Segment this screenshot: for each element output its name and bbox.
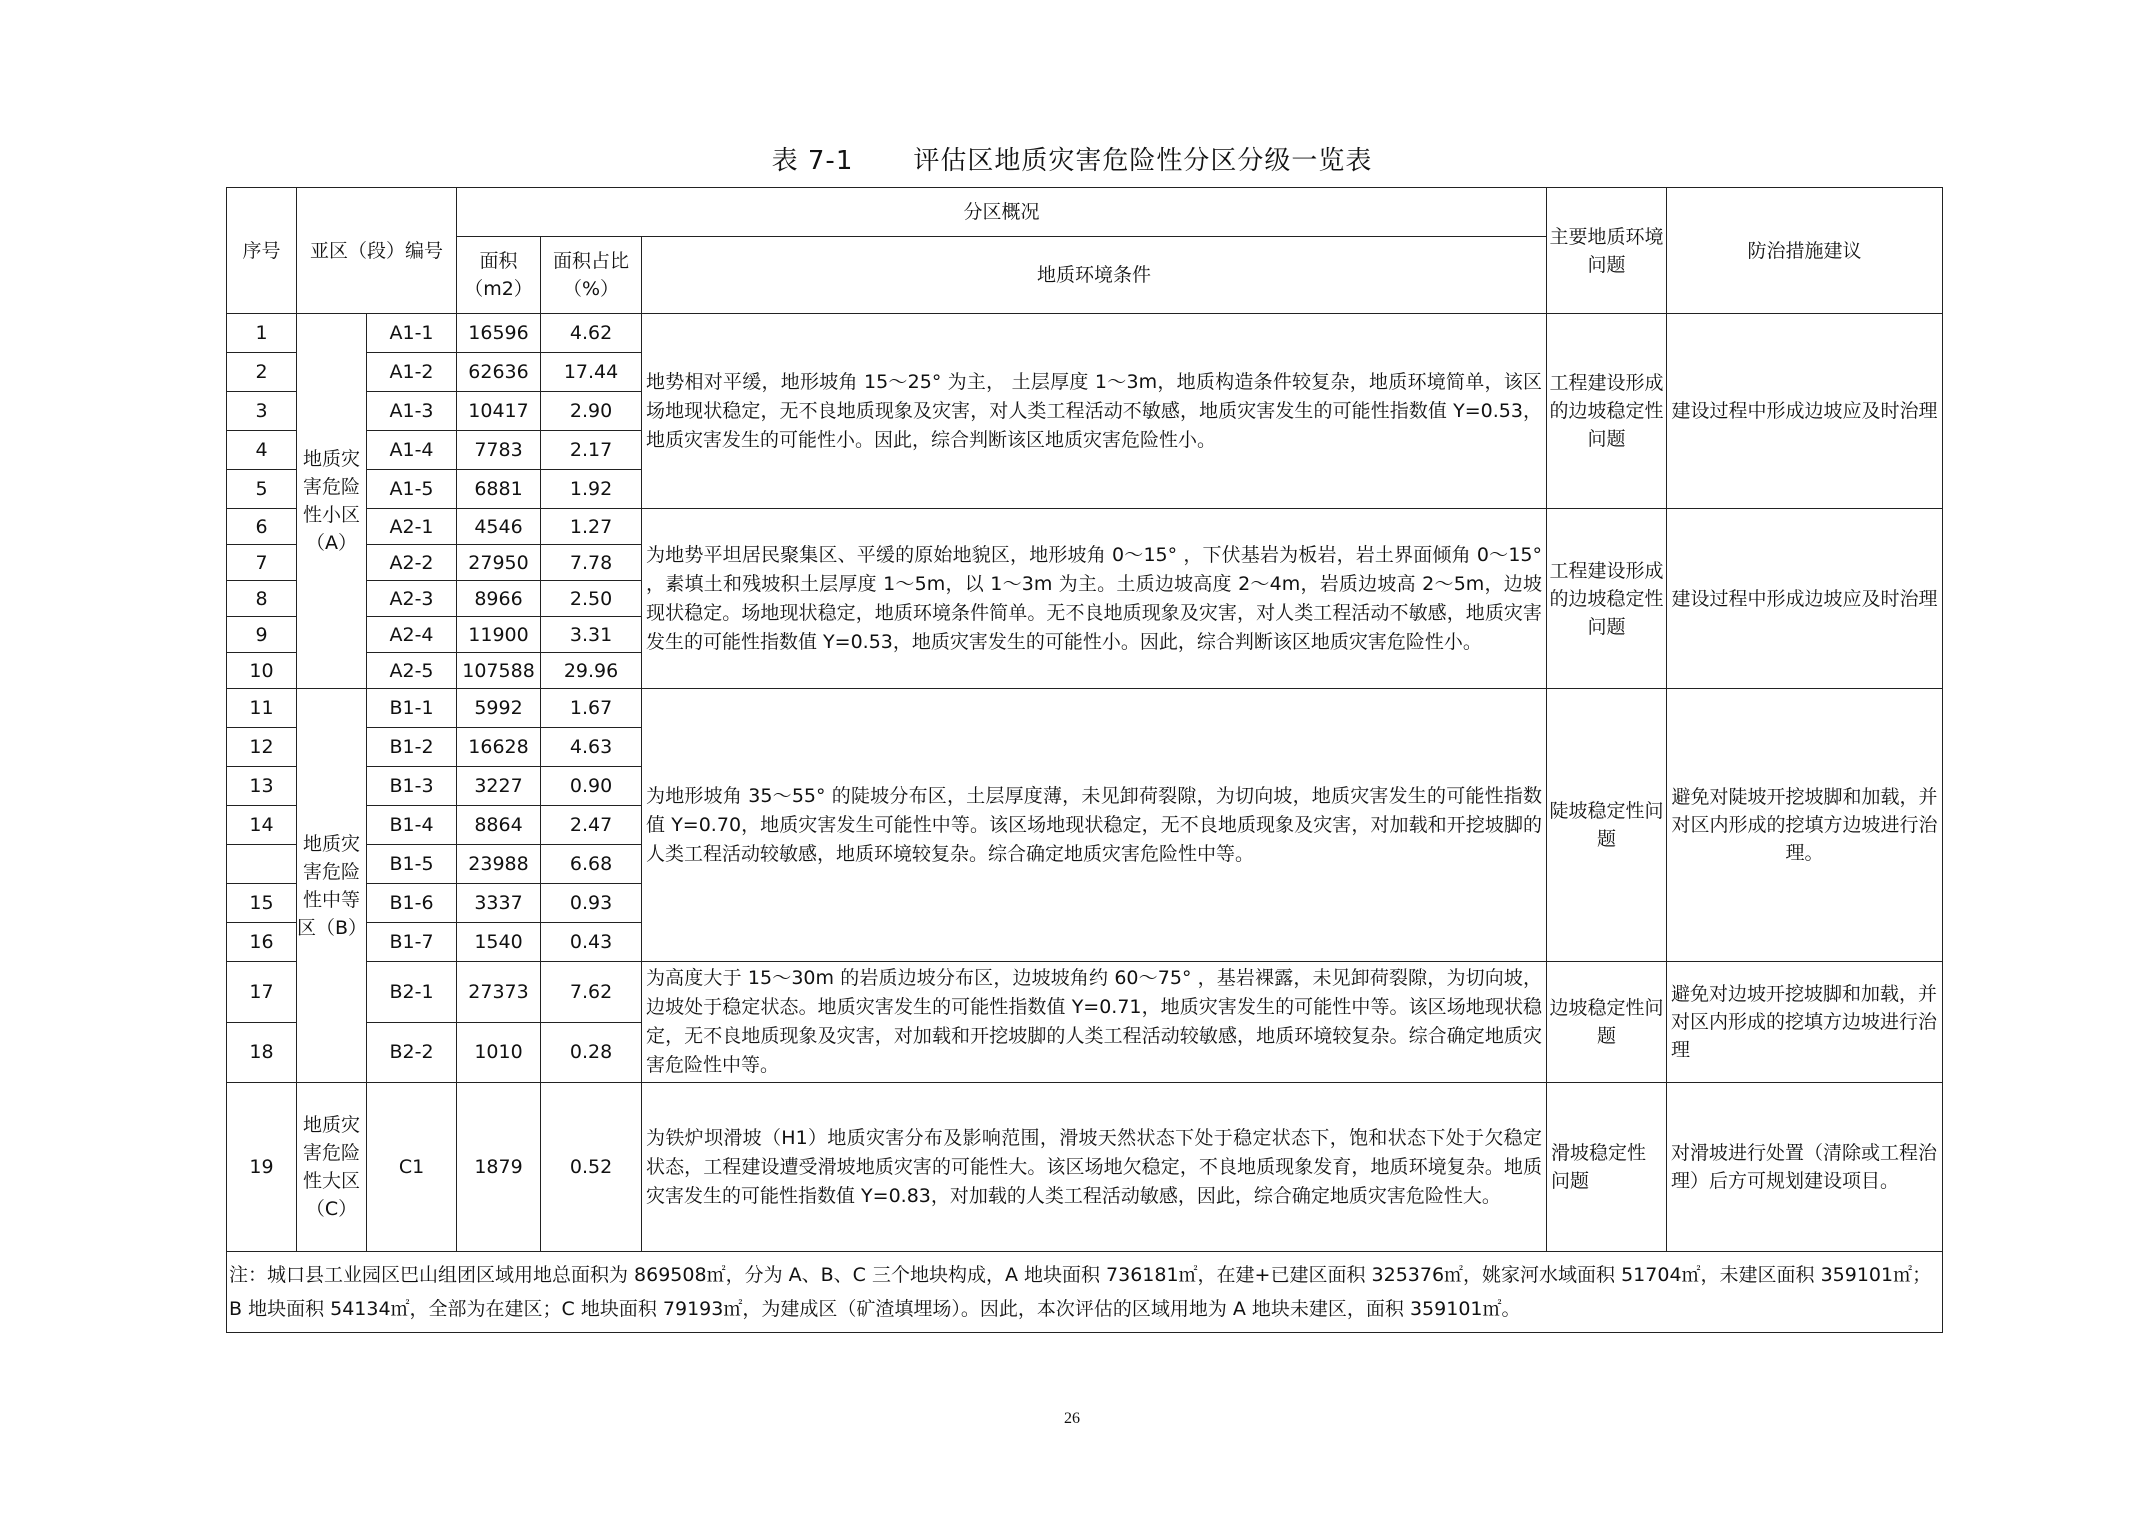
header-problem: 主要地质环境问题 [1547, 188, 1667, 314]
row-ratio: 29.96 [541, 653, 642, 689]
row-seq: 15 [227, 884, 297, 923]
row-id: B1-7 [367, 923, 457, 962]
header-overview: 分区概况 [457, 188, 1547, 237]
group-b-label: 地质灾害危险性中等区（B） [297, 689, 367, 1083]
row-ratio: 4.62 [541, 314, 642, 353]
table-row [227, 962, 1943, 1023]
row-ratio: 0.90 [541, 767, 642, 806]
row-seq: 1 [227, 314, 297, 353]
row-area: 6881 [457, 470, 541, 509]
row-seq: 3 [227, 392, 297, 431]
row-seq: 13 [227, 767, 297, 806]
row-ratio: 3.31 [541, 617, 642, 653]
block-b2-measure: 避免对边坡开挖坡脚和加载，并对区内形成的挖填方边坡进行治理 [1667, 962, 1943, 1083]
header-zone-id: 亚区（段）编号 [297, 188, 457, 314]
block-a1-env: 地势相对平缓，地形坡角 15～25° 为主， 土层厚度 1～3m，地质构造条件较复杂，地质环境简单，该区场地现状稳定，无不良地质现象及灾害，对人类工程活动不敏感，地质灾害发生的可能性指数值 Y=0.53，地质灾害发生的可能性小。因此，综合判断该区地质灾害危险性小。 [642, 314, 1547, 509]
row-id: B2-1 [367, 962, 457, 1023]
row-ratio: 0.28 [541, 1022, 642, 1083]
row-area: 5992 [457, 689, 541, 728]
block-a1-measure: 建设过程中形成边坡应及时治理 [1667, 314, 1943, 509]
row-ratio: 0.93 [541, 884, 642, 923]
row-ratio: 6.68 [541, 845, 642, 884]
row-id: A2-2 [367, 545, 457, 581]
row-id: A2-1 [367, 509, 457, 545]
row-ratio: 2.50 [541, 581, 642, 617]
header-area: 面积（m2） [457, 237, 541, 314]
row-area: 1010 [457, 1022, 541, 1083]
row-area: 27373 [457, 962, 541, 1023]
header-ratio: 面积占比（%） [541, 237, 642, 314]
row-seq: 7 [227, 545, 297, 581]
row-seq: 9 [227, 617, 297, 653]
row-ratio: 1.92 [541, 470, 642, 509]
block-b1-measure: 避免对陡坡开挖坡脚和加载，并对区内形成的挖填方边坡进行治理。 [1667, 689, 1943, 962]
group-a-label: 地质灾害危险性小区（A） [297, 314, 367, 689]
table-row [227, 509, 1943, 545]
page-number: 26 [1064, 1410, 1080, 1427]
row-area: 27950 [457, 545, 541, 581]
table-row [227, 1083, 1943, 1252]
row-id: A1-1 [367, 314, 457, 353]
block-c-env: 为铁炉坝滑坡（H1）地质灾害分布及影响范围，滑坡天然状态下处于稳定状态下，饱和状态下处于欠稳定状态，工程建设遭受滑坡地质灾害的可能性大。该区场地欠稳定，不良地质现象发育，地质环境复杂。地质灾害发生的可能性指数值 Y=0.83，对加载的人类工程活动敏感，因此，综合确定地质灾害危险性大。 [642, 1083, 1547, 1252]
row-seq: 6 [227, 509, 297, 545]
row-ratio: 1.67 [541, 689, 642, 728]
row-area: 16596 [457, 314, 541, 353]
row-seq: 11 [227, 689, 297, 728]
table-number: 表 7-1 [771, 146, 854, 176]
row-ratio: 17.44 [541, 353, 642, 392]
block-c-measure: 对滑坡进行处置（清除或工程治理）后方可规划建设项目。 [1667, 1083, 1943, 1252]
row-area: 11900 [457, 617, 541, 653]
table-note: 注：城口县工业园区巴山组团区域用地总面积为 869508㎡，分为 A、B、C 三个地块构成，A 地块面积 736181㎡，在建+已建区面积 325376㎡，姚家河水域面积 51704㎡，未建区面积 359101㎡；B 地块面积 54134㎡，全部为在建区；C 地块面积 79193㎡，为建成区（矿渣填埋场）。因此，本次评估的区域用地为 A 地块未建区，面积 359101㎡。 [227, 1252, 1943, 1333]
row-id: B1-6 [367, 884, 457, 923]
row-area: 7783 [457, 431, 541, 470]
row-id: B1-1 [367, 689, 457, 728]
row-seq: 8 [227, 581, 297, 617]
row-ratio: 2.47 [541, 806, 642, 845]
row-ratio: 0.52 [541, 1083, 642, 1252]
row-area: 4546 [457, 509, 541, 545]
row-id: B1-5 [367, 845, 457, 884]
row-id: B1-4 [367, 806, 457, 845]
row-seq: 18 [227, 1022, 297, 1083]
block-c-problem: 滑坡稳定性问题 [1547, 1083, 1667, 1252]
row-area: 10417 [457, 392, 541, 431]
header-env: 地质环境条件 [642, 237, 1547, 314]
row-id: B1-2 [367, 728, 457, 767]
row-seq: 17 [227, 962, 297, 1023]
row-area: 8966 [457, 581, 541, 617]
row-ratio: 7.78 [541, 545, 642, 581]
row-id: A1-3 [367, 392, 457, 431]
block-b2-env: 为高度大于 15～30m 的岩质边坡分布区，边坡坡角约 60～75° ，基岩裸露，未见卸荷裂隙，为切向坡，边坡处于稳定状态。地质灾害发生的可能性指数值 Y=0.71，地质灾害发生的可能性中等。该区场地现状稳定，无不良地质现象及灾害，对加载和开挖坡脚的人类工程活动较敏感，地质环境较复杂。综合确定地质灾害危险性中等。 [642, 962, 1547, 1083]
row-id: A2-4 [367, 617, 457, 653]
row-ratio: 0.43 [541, 923, 642, 962]
block-a2-problem: 工程建设形成的边坡稳定性问题 [1547, 509, 1667, 689]
row-id: A1-5 [367, 470, 457, 509]
row-area: 1879 [457, 1083, 541, 1252]
row-id: C1 [367, 1083, 457, 1252]
row-seq: 5 [227, 470, 297, 509]
hazard-zoning-table [226, 187, 1943, 1333]
row-area: 23988 [457, 845, 541, 884]
row-area: 107588 [457, 653, 541, 689]
table-title [0, 140, 2144, 177]
table-title-text: 评估区地质灾害危险性分区分级一览表 [913, 146, 1373, 176]
block-b1-problem: 陡坡稳定性问题 [1547, 689, 1667, 962]
table-row [227, 314, 1943, 353]
row-id: A1-4 [367, 431, 457, 470]
row-seq: 12 [227, 728, 297, 767]
header-measure: 防治措施建议 [1667, 188, 1943, 314]
row-ratio: 4.63 [541, 728, 642, 767]
row-ratio: 7.62 [541, 962, 642, 1023]
row-seq: 10 [227, 653, 297, 689]
row-ratio: 2.90 [541, 392, 642, 431]
row-area: 62636 [457, 353, 541, 392]
row-area: 16628 [457, 728, 541, 767]
row-seq: 19 [227, 1083, 297, 1252]
row-area: 3227 [457, 767, 541, 806]
table-row [227, 689, 1943, 728]
header-seq: 序号 [227, 188, 297, 314]
block-b1-env: 为地形坡角 35～55° 的陡坡分布区，土层厚度薄，未见卸荷裂隙，为切向坡，地质灾害发生的可能性指数值 Y=0.70，地质灾害发生可能性中等。该区场地现状稳定，无不良地质现象及灾害，对加载和开挖坡脚的人类工程活动较敏感，地质环境较复杂。综合确定地质灾害危险性中等。 [642, 689, 1547, 962]
row-area: 8864 [457, 806, 541, 845]
row-id: A2-3 [367, 581, 457, 617]
group-c-label: 地质灾害危险性大区（C） [297, 1083, 367, 1252]
block-a2-env: 为地势平坦居民聚集区、平缓的原始地貌区，地形坡角 0～15° ，下伏基岩为板岩，岩土界面倾角 0～15° ，素填土和残坡积土层厚度 1～5m，以 1～3m 为主。土质边坡高度 2～4m，岩质边坡高 2～5m，边坡现状稳定。场地现状稳定，地质环境条件简单。无不良地质现象及灾害，对人类工程活动不敏感，地质灾害发生的可能性指数值 Y=0.53，地质灾害发生的可能性小。因此，综合判断该区地质灾害危险性小。 [642, 509, 1547, 689]
row-seq: 2 [227, 353, 297, 392]
row-id: B1-3 [367, 767, 457, 806]
row-area: 1540 [457, 923, 541, 962]
row-ratio: 1.27 [541, 509, 642, 545]
row-seq: 16 [227, 923, 297, 962]
row-seq: 4 [227, 431, 297, 470]
row-id: A1-2 [367, 353, 457, 392]
block-a2-measure: 建设过程中形成边坡应及时治理 [1667, 509, 1943, 689]
row-id: B2-2 [367, 1022, 457, 1083]
row-seq: 14 [227, 806, 297, 845]
row-id: A2-5 [367, 653, 457, 689]
block-a1-problem: 工程建设形成的边坡稳定性问题 [1547, 314, 1667, 509]
row-ratio: 2.17 [541, 431, 642, 470]
row-seq [227, 845, 297, 884]
block-b2-problem: 边坡稳定性问题 [1547, 962, 1667, 1083]
row-area: 3337 [457, 884, 541, 923]
